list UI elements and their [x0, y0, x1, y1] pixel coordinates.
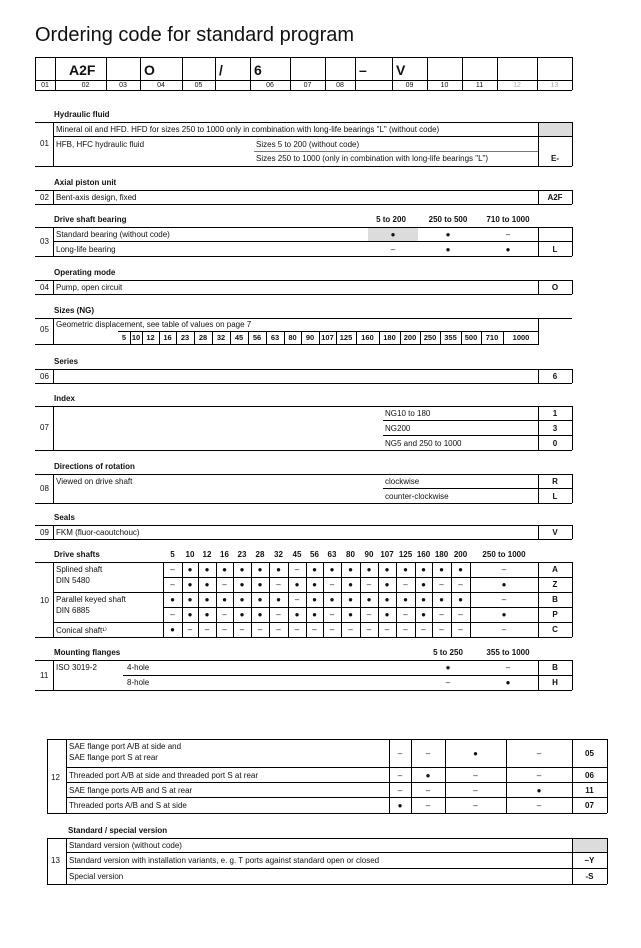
option-label: NG5 and 250 to 1000: [385, 439, 462, 448]
option-label: counter-clockwise: [385, 492, 449, 501]
option-label: NG200: [385, 424, 411, 433]
code-cell-value: –: [359, 62, 367, 78]
availability-mark: –: [439, 625, 444, 634]
option-code: O: [551, 283, 559, 292]
option-label: Viewed on drive shaft: [56, 477, 133, 486]
availability-mark: –: [473, 786, 478, 795]
option-label: Threaded ports A/B and S at side: [69, 801, 187, 810]
section-header: Drive shafts: [54, 550, 100, 559]
availability-mark: ●: [384, 565, 390, 574]
availability-mark: ●: [222, 565, 227, 574]
section-number: 11: [40, 671, 49, 680]
availability-mark: –: [473, 771, 478, 780]
availability-mark: ●: [397, 801, 403, 810]
shaft-type-label: DIN 6885: [56, 606, 90, 615]
availability-mark: –: [276, 610, 281, 619]
size-value: 250: [423, 333, 437, 342]
section-number: 06: [40, 372, 49, 381]
availability-mark: ●: [445, 245, 451, 254]
option-label: Special version: [69, 872, 124, 881]
option-label: Standard version (without code): [69, 841, 182, 850]
availability-mark: ●: [536, 786, 542, 795]
availability-mark: ●: [204, 580, 210, 589]
availability-mark: ●: [425, 771, 431, 780]
availability-mark: –: [276, 580, 281, 589]
availability-mark: ●: [403, 565, 408, 574]
size-value: 500: [464, 333, 478, 342]
size-value: 80: [288, 333, 297, 342]
availability-mark: –: [329, 580, 335, 589]
size-column-header: 28: [255, 550, 265, 559]
size-value: 56: [252, 333, 262, 342]
option-label: Threaded port A/B at side and threaded port S at rear: [69, 771, 259, 780]
option-code: 05: [585, 749, 594, 758]
availability-mark: ●: [204, 610, 210, 619]
availability-mark: –: [366, 625, 372, 634]
section-header: Mounting flanges: [54, 648, 121, 657]
availability-mark: –: [170, 565, 175, 574]
size-column-header: 5: [170, 550, 175, 559]
option-label: HFB, HFC hydraulic fluid: [56, 140, 145, 149]
availability-mark: ●: [384, 580, 390, 589]
code-cell-value: 6: [254, 62, 262, 78]
availability-mark: ●: [403, 595, 408, 604]
availability-mark: –: [222, 610, 227, 619]
code-position-number: 03: [119, 82, 127, 89]
size-value: 1000: [512, 333, 530, 342]
option-label: Bent-axis design, fixed: [56, 193, 137, 202]
size-column-header: 10: [185, 550, 195, 559]
availability-mark: ●: [222, 595, 227, 604]
section-header: Axial piston unit: [54, 178, 117, 187]
section-number: 03: [40, 237, 49, 246]
availability-mark: ●: [348, 580, 353, 589]
section-header: Sizes (NG): [54, 306, 95, 315]
code-cell-value: O: [144, 62, 155, 78]
section-number: 13: [51, 856, 60, 865]
option-code: 6: [552, 372, 558, 381]
option-code: 06: [585, 771, 594, 780]
size-column-header: 56: [310, 550, 319, 559]
size-value: 160: [361, 333, 374, 342]
section-number: 04: [40, 283, 49, 292]
size-value: 63: [270, 333, 280, 342]
section-header: Series: [54, 357, 79, 366]
availability-mark: –: [294, 595, 300, 604]
option-label: NG10 to 180: [385, 409, 431, 418]
availability-mark: –: [348, 625, 353, 634]
size-value: 180: [383, 333, 396, 342]
availability-mark: ●: [366, 565, 372, 574]
availability-mark: ●: [421, 580, 426, 589]
availability-mark: –: [439, 580, 444, 589]
availability-mark: –: [397, 786, 403, 795]
option-code: V: [552, 528, 558, 537]
size-value: 355: [444, 333, 457, 342]
option-label: FKM (fluor-caoutchouc): [56, 528, 140, 537]
code-position-number: 06: [266, 82, 274, 89]
code-cell-value: V: [396, 62, 406, 78]
availability-mark: –: [222, 625, 227, 634]
size-value: 90: [305, 333, 315, 342]
availability-mark: –: [397, 749, 403, 758]
section-header: Directions of rotation: [54, 462, 135, 471]
option-code: B: [552, 595, 558, 604]
availability-mark: ●: [458, 595, 463, 604]
size-range-header: 710 to 1000: [486, 215, 530, 224]
availability-mark: ●: [329, 565, 335, 574]
section-header: Index: [54, 394, 75, 403]
size-column-header: 80: [346, 550, 355, 559]
availability-mark: –: [366, 610, 372, 619]
option-label: Mineral oil and HFD. HFD for sizes 250 to 1000 only in combination with long-life bearings "L" (without code): [56, 125, 440, 134]
shaft-type-label: Conical shaft¹⁾: [56, 626, 107, 635]
option-label: Geometric displacement, see table of values on page 7: [56, 320, 252, 329]
availability-mark: ●: [384, 595, 390, 604]
availability-mark: ●: [257, 610, 263, 619]
option-label: SAE flange port A/B at side and: [69, 742, 182, 751]
code-position-number: 07: [303, 82, 312, 89]
code-position-number: 10: [440, 82, 449, 89]
option-label: 8-hole: [127, 678, 150, 687]
option-label: Pump, open circuit: [56, 283, 123, 292]
availability-mark: –: [294, 625, 300, 634]
availability-mark: ●: [421, 595, 426, 604]
availability-mark: –: [501, 625, 507, 634]
size-value: 125: [339, 333, 353, 342]
availability-mark: ●: [505, 678, 511, 687]
size-value: 5: [121, 333, 127, 342]
size-column-header: 16: [220, 550, 229, 559]
option-code: H: [552, 678, 558, 687]
size-value: 710: [485, 333, 499, 342]
option-label: SAE flange ports A/B and S at rear: [69, 786, 193, 795]
availability-mark: ●: [187, 580, 193, 589]
availability-mark: ●: [501, 610, 507, 619]
availability-mark: ●: [329, 595, 335, 604]
availability-mark: ●: [239, 610, 245, 619]
availability-mark: –: [397, 771, 403, 780]
option-code: Z: [552, 580, 558, 589]
availability-mark: –: [276, 625, 281, 634]
option-code: 11: [585, 786, 594, 795]
code-cell-value: /: [219, 62, 223, 78]
availability-mark: –: [222, 580, 227, 589]
option-code: 0: [552, 439, 558, 448]
availability-mark: –: [329, 610, 335, 619]
code-position-number: 12: [513, 82, 521, 89]
size-column-header: 12: [202, 550, 212, 559]
availability-mark: ●: [473, 749, 478, 758]
availability-mark: –: [439, 610, 444, 619]
availability-mark: –: [421, 625, 426, 634]
shaft-type-label: Parallel keyed shaft: [56, 595, 126, 604]
size-value: 200: [403, 333, 417, 342]
code-position-number: 02: [81, 82, 90, 89]
availability-mark: ●: [239, 580, 245, 589]
availability-mark: –: [473, 801, 478, 810]
availability-mark: ●: [458, 565, 463, 574]
section-number: 01: [40, 139, 49, 148]
availability-mark: –: [204, 625, 210, 634]
availability-mark: –: [536, 801, 542, 810]
availability-mark: –: [501, 565, 507, 574]
option-label: ISO 3019-2: [56, 663, 97, 672]
section-number: 12: [51, 773, 60, 782]
availability-mark: ●: [294, 580, 300, 589]
size-column-header: 32: [274, 550, 283, 559]
availability-mark: –: [445, 678, 451, 687]
code-position-number: 04: [157, 82, 165, 89]
availability-mark: –: [536, 749, 542, 758]
size-column-header: 63: [327, 550, 337, 559]
availability-mark: ●: [366, 595, 372, 604]
size-column-header: 45: [292, 550, 302, 559]
option-code: A2F: [547, 193, 563, 202]
availability-mark: ●: [257, 595, 263, 604]
size-column-header: 160: [416, 550, 431, 559]
availability-mark: –: [366, 580, 372, 589]
section-header: Hydraulic fluid: [54, 110, 110, 119]
size-value: 32: [216, 333, 226, 342]
size-column-header: 250 to 1000: [482, 550, 526, 559]
size-value: 16: [163, 333, 172, 342]
option-label: Long-life bearing: [56, 245, 116, 254]
availability-mark: –: [458, 580, 463, 589]
option-code: L: [552, 492, 558, 501]
availability-mark: ●: [348, 565, 353, 574]
section-header: Standard / special version: [68, 826, 168, 835]
availability-mark: –: [187, 625, 193, 634]
size-value: 28: [198, 333, 208, 342]
option-code: 07: [585, 801, 594, 810]
code-cell-value: A2F: [69, 62, 96, 78]
availability-mark: –: [403, 610, 408, 619]
size-value: 107: [321, 333, 334, 342]
option-code: E-: [551, 154, 559, 163]
page-title: Ordering code for standard program: [35, 24, 355, 46]
availability-mark: ●: [239, 595, 245, 604]
option-label: SAE flange port S at rear: [69, 753, 158, 762]
size-range-header: 250 to 500: [428, 215, 468, 224]
availability-mark: ●: [276, 565, 281, 574]
availability-mark: –: [403, 580, 408, 589]
section-number: 02: [40, 193, 49, 202]
availability-mark: ●: [187, 595, 193, 604]
shaft-type-label: DIN 5480: [56, 576, 90, 585]
availability-mark: ●: [294, 610, 300, 619]
availability-mark: –: [257, 625, 263, 634]
availability-mark: –: [390, 245, 396, 254]
code-cell-divider: [355, 57, 356, 90]
option-code: R: [552, 477, 558, 486]
option-code: P: [552, 610, 558, 619]
availability-mark: ●: [257, 565, 263, 574]
availability-mark: ●: [501, 580, 507, 589]
availability-mark: ●: [421, 610, 426, 619]
size-column-header: 90: [364, 550, 374, 559]
size-range-header: 355 to 1000: [486, 648, 530, 657]
availability-mark: ●: [445, 663, 451, 672]
availability-mark: –: [294, 565, 300, 574]
size-range-header: 5 to 250: [433, 648, 463, 657]
availability-mark: –: [312, 625, 317, 634]
availability-mark: ●: [312, 595, 317, 604]
section-header: Seals: [54, 513, 75, 522]
availability-mark: ●: [170, 595, 175, 604]
availability-mark: ●: [170, 625, 175, 634]
availability-mark: –: [425, 801, 431, 810]
size-column-header: 107: [380, 550, 394, 559]
size-value: 23: [180, 333, 190, 342]
code-position-number: 08: [336, 82, 344, 89]
size-value: 12: [146, 333, 155, 342]
option-code: A: [552, 565, 558, 574]
availability-mark: ●: [439, 565, 444, 574]
availability-mark: ●: [348, 610, 353, 619]
code-cell-divider: [215, 57, 216, 90]
availability-mark: ●: [312, 565, 317, 574]
availability-mark: ●: [505, 245, 511, 254]
availability-mark: ●: [421, 565, 426, 574]
option-code: L: [552, 245, 558, 254]
size-column-header: 23: [237, 550, 247, 559]
availability-mark: ●: [445, 230, 451, 239]
size-column-header: 125: [398, 550, 413, 559]
option-code: –Y: [584, 856, 595, 865]
option-code: B: [552, 663, 558, 672]
option-label: clockwise: [385, 477, 420, 486]
section-number: 09: [40, 528, 49, 537]
option-label: Standard bearing (without code): [56, 230, 170, 239]
option-label: 4-hole: [127, 663, 150, 672]
size-column-header: 200: [453, 550, 468, 559]
availability-mark: ●: [204, 565, 210, 574]
availability-mark: ●: [187, 565, 193, 574]
availability-mark: –: [384, 625, 390, 634]
section-number: 05: [40, 325, 49, 334]
size-value: 10: [131, 333, 141, 342]
code-position-number: 01: [41, 82, 49, 89]
section-number: 10: [40, 596, 49, 605]
size-value: 45: [234, 333, 244, 342]
availability-mark: ●: [312, 610, 317, 619]
shaft-type-label: Splined shaft: [56, 565, 103, 574]
option-code: -S: [585, 872, 594, 881]
availability-mark: –: [425, 749, 431, 758]
size-column-header: 180: [434, 550, 449, 559]
option-code: 1: [552, 409, 558, 418]
availability-mark: –: [329, 625, 335, 634]
availability-mark: ●: [348, 595, 353, 604]
availability-mark: ●: [312, 580, 317, 589]
availability-mark: –: [505, 230, 511, 239]
availability-mark: –: [170, 580, 175, 589]
option-label: Standard version with installation variants, e. g. T ports against standard open or closed: [69, 856, 380, 865]
availability-mark: ●: [390, 230, 396, 239]
option-sublabel: Sizes 250 to 1000 (only in combination with long-life bearings "L"): [256, 154, 489, 163]
availability-mark: ●: [204, 595, 210, 604]
section-header: Drive shaft bearing: [54, 215, 127, 224]
availability-mark: –: [501, 595, 507, 604]
availability-mark: –: [170, 610, 175, 619]
size-range-header: 5 to 200: [376, 215, 406, 224]
section-number: 07: [40, 423, 49, 432]
availability-mark: –: [458, 625, 463, 634]
availability-mark: –: [505, 663, 511, 672]
availability-mark: –: [458, 610, 463, 619]
option-sublabel: Sizes 5 to 200 (without code): [256, 140, 360, 149]
code-position-number: 13: [550, 82, 559, 89]
availability-mark: ●: [439, 595, 444, 604]
availability-mark: –: [536, 771, 542, 780]
code-position-number: 09: [405, 82, 414, 89]
option-code: 3: [552, 424, 558, 433]
availability-mark: ●: [257, 580, 263, 589]
code-cell-divider: [55, 57, 56, 90]
section-number: 08: [40, 484, 49, 493]
code-position-number: 11: [475, 82, 484, 89]
availability-mark: ●: [239, 565, 245, 574]
availability-mark: ●: [276, 595, 281, 604]
availability-mark: ●: [384, 610, 390, 619]
section-header: Operating mode: [54, 268, 116, 277]
availability-mark: ●: [187, 610, 193, 619]
availability-mark: –: [403, 625, 408, 634]
availability-mark: –: [425, 786, 431, 795]
code-position-number: 05: [194, 82, 203, 89]
availability-mark: –: [239, 625, 245, 634]
option-code: C: [552, 625, 558, 634]
